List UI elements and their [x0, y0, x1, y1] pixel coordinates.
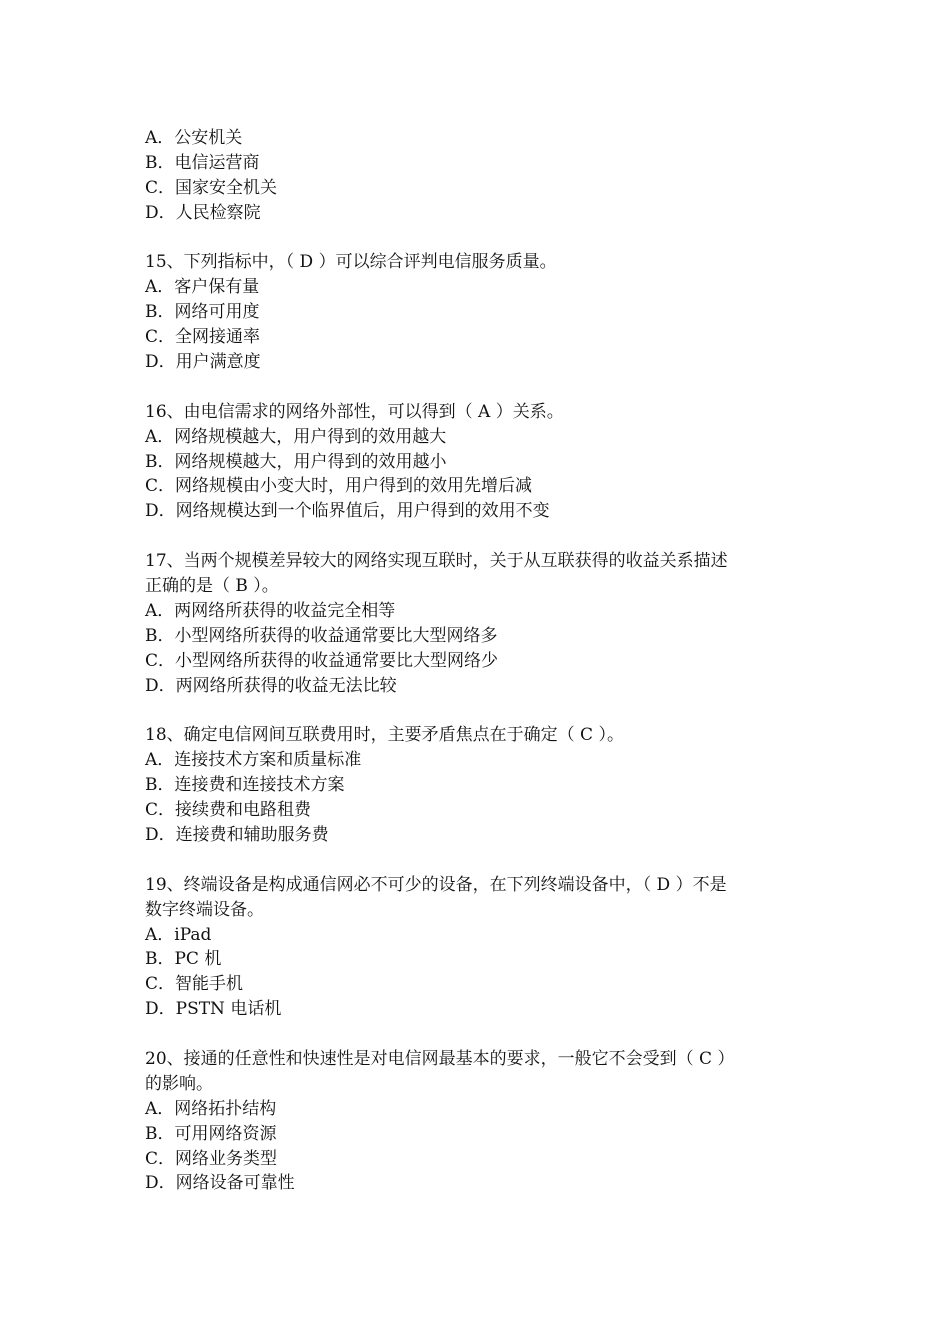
option-d: D．网络规模达到一个临界值后，用户得到的效用不变	[145, 501, 550, 522]
option-c: C．智能手机	[145, 974, 244, 995]
question-stem-continued: 正确的是（ B ）。	[145, 576, 279, 597]
question-stem: 18、确定电信网间互联费用时，主要矛盾焦点在于确定（ C ）。	[145, 725, 624, 746]
question-18	[145, 723, 825, 847]
option-c: C．网络规模由小变大时，用户得到的效用先增后减	[145, 476, 533, 497]
question-stem: 17、当两个规模差异较大的网络实现互联时，关于从互联获得的收益关系描述	[145, 551, 728, 572]
option-d: D．人民检察院	[145, 202, 261, 223]
option-a: A．网络规模越大，用户得到的效用越大	[145, 426, 447, 447]
option-b: B．小型网络所获得的收益通常要比大型网络多	[145, 625, 498, 646]
option-b: B．PC 机	[145, 949, 222, 970]
question-14-options	[145, 126, 825, 226]
option-d: D．两网络所获得的收益无法比较	[145, 675, 397, 696]
question-17	[145, 549, 825, 698]
option-c: C．小型网络所获得的收益通常要比大型网络少	[145, 650, 499, 671]
question-15	[145, 250, 825, 374]
question-stem: 16、由电信需求的网络外部性，可以得到（ A ）关系。	[145, 401, 564, 422]
option-d: D．用户满意度	[145, 352, 261, 373]
question-stem-continued: 数字终端设备。	[145, 899, 264, 920]
option-a: A．连接技术方案和质量标准	[145, 750, 362, 771]
option-b: B．连接费和连接技术方案	[145, 775, 345, 796]
question-stem-continued: 的影响。	[145, 1073, 213, 1094]
question-16	[145, 400, 825, 524]
option-b: B．网络可用度	[145, 302, 260, 323]
option-a: A．两网络所获得的收益完全相等	[145, 600, 396, 621]
option-b: B．可用网络资源	[145, 1123, 277, 1144]
option-d: D．连接费和辅助服务费	[145, 824, 329, 845]
option-a: A．公安机关	[145, 128, 243, 148]
question-stem: 20、接通的任意性和快速性是对电信网最基本的要求，一般它不会受到（ C ）	[145, 1048, 735, 1069]
question-stem: 19、终端设备是构成通信网必不可少的设备，在下列终端设备中，（ D ）不是	[145, 874, 727, 895]
option-c: C．国家安全机关	[145, 177, 278, 198]
document-page	[145, 126, 825, 1196]
option-c: C．全网接通率	[145, 327, 261, 348]
option-d: D．PSTN 电话机	[145, 999, 282, 1020]
option-a: A．网络拓扑结构	[145, 1098, 277, 1119]
question-stem: 15、下列指标中，（ D ）可以综合评判电信服务质量。	[145, 252, 557, 273]
option-b: B．网络规模越大，用户得到的效用越小	[145, 451, 447, 472]
option-b: B．电信运营商	[145, 152, 260, 173]
question-20	[145, 1047, 825, 1196]
option-a: A．iPad	[145, 924, 212, 945]
option-c: C．网络业务类型	[145, 1148, 278, 1169]
option-c: C．接续费和电路租费	[145, 800, 312, 821]
option-d: D．网络设备可靠性	[145, 1173, 295, 1194]
option-a: A．客户保有量	[145, 277, 260, 298]
question-19	[145, 873, 825, 1022]
